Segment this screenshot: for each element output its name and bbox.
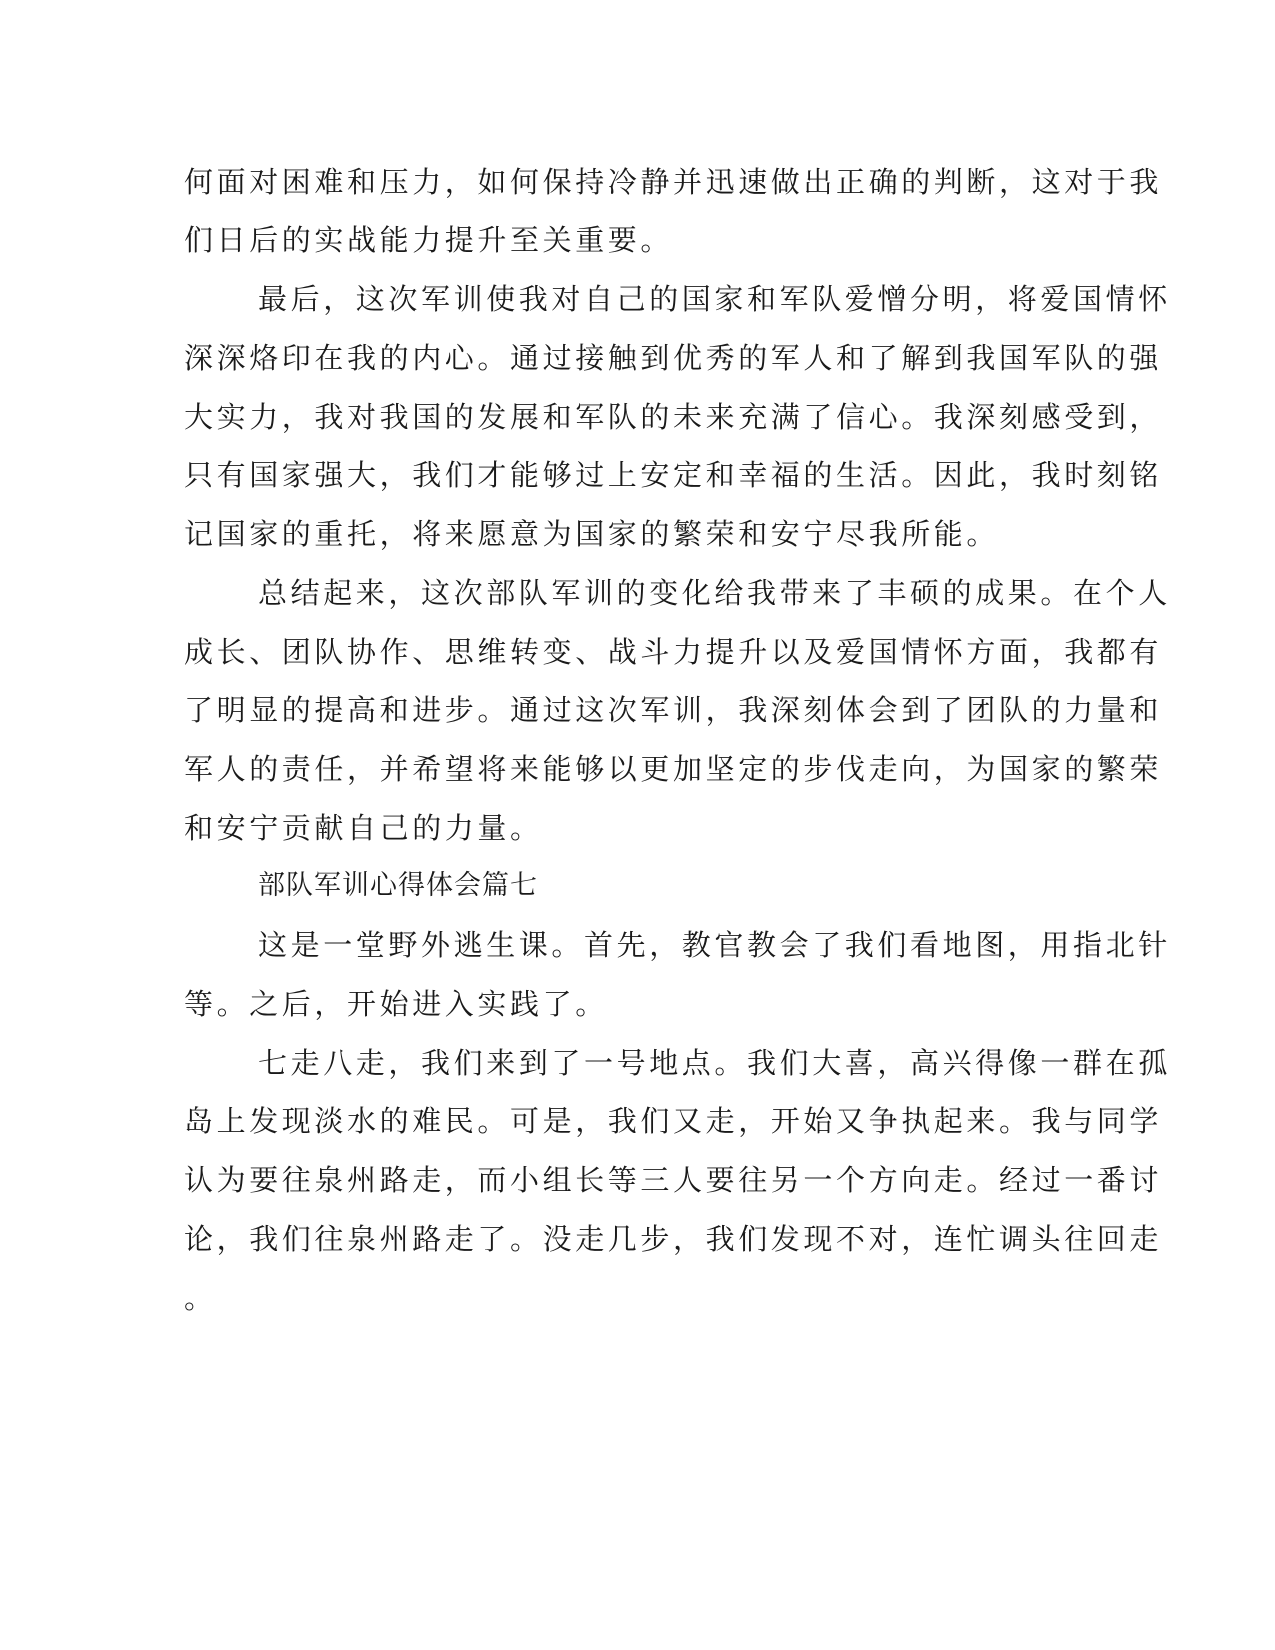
paragraph-line: 们日后的实战能力提升至关重要。 xyxy=(184,223,674,257)
paragraph-line: 记国家的重托，将来愿意为国家的繁荣和安宁尽我所能。 xyxy=(184,517,1000,551)
paragraph-line: 和安宁贡献自己的力量。 xyxy=(184,811,543,845)
paragraph-line: 总结起来，这次部队军训的变化给我带来了丰硕的成果。在个人 xyxy=(258,576,1171,610)
paragraph-line: 成长、团队协作、思维转变、战斗力提升以及爱国情怀方面，我都有 xyxy=(184,635,1163,669)
paragraph-line: 军人的责任，并希望将来能够以更加坚定的步伐走向，为国家的繁荣 xyxy=(184,752,1163,786)
paragraph-line: 了明显的提高和进步。通过这次军训，我深刻体会到了团队的力量和 xyxy=(184,693,1163,727)
paragraph-line: 论，我们往泉州路走了。没走几步，我们发现不对，连忙调头往回走 xyxy=(184,1222,1163,1256)
paragraph-line: 最后，这次军训使我对自己的国家和军队爱憎分明，将爱国情怀 xyxy=(258,282,1171,316)
paragraph-line: 岛上发现淡水的难民。可是，我们又走，开始又争执起来。我与同学 xyxy=(184,1104,1163,1138)
paragraph-line: 只有国家强大，我们才能够过上安定和幸福的生活。因此，我时刻铭 xyxy=(184,458,1163,492)
paragraph-line: 这是一堂野外逃生课。首先，教官教会了我们看地图，用指北针 xyxy=(258,928,1171,962)
paragraph-line: 等。之后，开始进入实践了。 xyxy=(184,987,608,1021)
paragraph-line: 七走八走，我们来到了一号地点。我们大喜，高兴得像一群在孤 xyxy=(258,1046,1171,1080)
paragraph-line: 。 xyxy=(184,1281,217,1315)
paragraph-line: 深深烙印在我的内心。通过接触到优秀的军人和了解到我国军队的强 xyxy=(184,341,1163,375)
paragraph-line: 大实力，我对我国的发展和军队的未来充满了信心。我深刻感受到， xyxy=(184,400,1163,434)
paragraph-line: 何面对困难和压力，如何保持冷静并迅速做出正确的判断，这对于我 xyxy=(184,165,1163,199)
section-heading: 部队军训心得体会篇七 xyxy=(258,870,538,901)
paragraph-line: 认为要往泉州路走，而小组长等三人要往另一个方向走。经过一番讨 xyxy=(184,1163,1163,1197)
